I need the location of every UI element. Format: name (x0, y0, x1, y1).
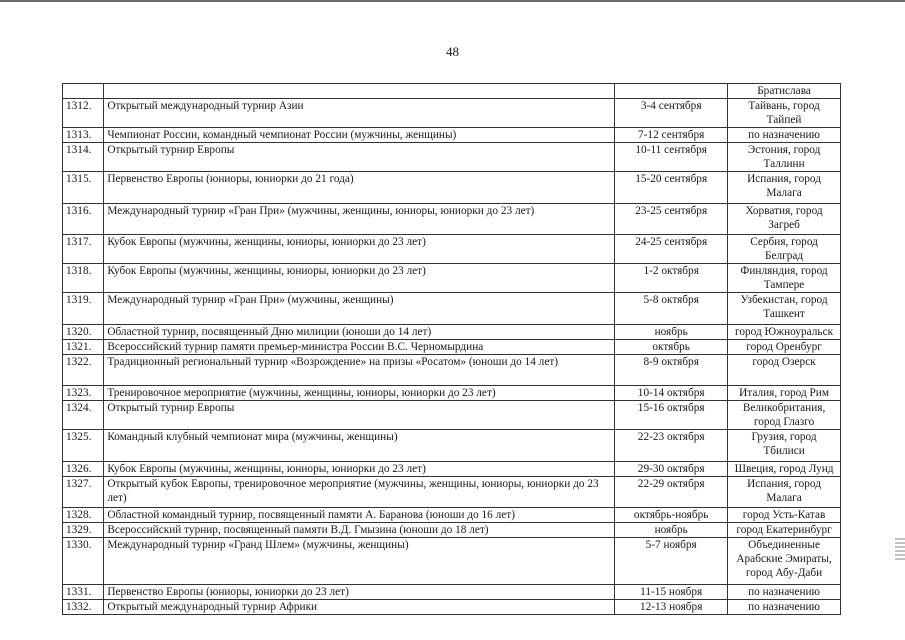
competition-schedule-table (62, 83, 841, 615)
event-place: Великобритания, город Глазго (728, 401, 841, 430)
event-place: город Екатеринбург (728, 523, 841, 538)
row-number: 1329. (63, 523, 104, 538)
row-number: 1312. (63, 99, 104, 128)
event-date: 5-8 октября (615, 293, 728, 325)
event-date: 15-20 сентября (615, 172, 728, 204)
event-place: город Усть-Катав (728, 508, 841, 523)
event-place: Объединенные Арабские Эмираты, город Абу-Даби (728, 538, 841, 585)
row-number: 1328. (63, 508, 104, 523)
table-row (63, 523, 841, 538)
event-place: Сербия, город Белград (728, 235, 841, 264)
row-number: 1313. (63, 128, 104, 143)
event-name: Традиционный региональный турнир «Возрождение» на призы «Росатом» (юноши до 14 лет) (104, 355, 615, 386)
event-date: 22-23 октября (615, 430, 728, 462)
event-date: 23-25 сентября (615, 204, 728, 235)
table-row (63, 600, 841, 615)
event-place: Братислава (728, 84, 841, 99)
row-number: 1320. (63, 325, 104, 340)
row-number (63, 84, 104, 99)
scan-edge-mark (895, 538, 905, 560)
table-row (63, 462, 841, 477)
event-name (104, 84, 615, 99)
event-date: 10-11 сентября (615, 143, 728, 172)
event-name: Кубок Европы (мужчины, женщины, юниоры, юниорки до 23 лет) (104, 235, 615, 264)
event-place: Тайвань, город Тайпей (728, 99, 841, 128)
event-name: Международный турнир «Гран При» (мужчины, женщины, юниоры, юниорки до 23 лет) (104, 204, 615, 235)
row-number: 1331. (63, 585, 104, 600)
event-place: город Оренбург (728, 340, 841, 355)
row-number: 1319. (63, 293, 104, 325)
event-name: Чемпионат России, командный чемпионат России (мужчины, женщины) (104, 128, 615, 143)
event-name: Международный турнир «Гран При» (мужчины, женщины) (104, 293, 615, 325)
table-row (63, 401, 841, 430)
event-name: Открытый турнир Европы (104, 143, 615, 172)
table-row (63, 508, 841, 523)
event-date: 24-25 сентября (615, 235, 728, 264)
event-name: Тренировочное мероприятие (мужчины, женщины, юниоры, юниорки до 23 лет) (104, 386, 615, 401)
table-row (63, 204, 841, 235)
row-number: 1327. (63, 477, 104, 508)
row-number: 1321. (63, 340, 104, 355)
table-row (63, 386, 841, 401)
event-date: 1-2 октября (615, 264, 728, 293)
event-date: октябрь-ноябрь (615, 508, 728, 523)
row-number: 1325. (63, 430, 104, 462)
event-date: ноябрь (615, 325, 728, 340)
event-name: Открытый международный турнир Азии (104, 99, 615, 128)
event-date (615, 84, 728, 99)
page-number: 48 (446, 44, 459, 59)
event-date: 12-13 ноября (615, 600, 728, 615)
row-number: 1323. (63, 386, 104, 401)
row-number: 1318. (63, 264, 104, 293)
event-name: Открытый кубок Европы, тренировочное мероприятие (мужчины, женщины, юниоры, юниорки до 23 лет) (104, 477, 615, 508)
event-name: Международный турнир «Гранд Шлем» (мужчины, женщины) (104, 538, 615, 585)
event-date: 15-16 октября (615, 401, 728, 430)
row-number: 1316. (63, 204, 104, 235)
row-number: 1324. (63, 401, 104, 430)
event-name: Кубок Европы (мужчины, женщины, юниоры, юниорки до 23 лет) (104, 264, 615, 293)
event-place: Италия, город Рим (728, 386, 841, 401)
event-name: Областной турнир, посвященный Дню милиции (юноши до 14 лет) (104, 325, 615, 340)
table-row (63, 585, 841, 600)
event-name: Открытый международный турнир Африки (104, 600, 615, 615)
row-number: 1326. (63, 462, 104, 477)
event-place: по назначению (728, 128, 841, 143)
event-name: Кубок Европы (мужчины, женщины, юниоры, юниорки до 23 лет) (104, 462, 615, 477)
row-number: 1315. (63, 172, 104, 204)
table-row (63, 235, 841, 264)
table-row (63, 99, 841, 128)
event-place: Узбекистан, город Ташкент (728, 293, 841, 325)
event-name: Всероссийский турнир памяти премьер-министра России В.С. Черномырдина (104, 340, 615, 355)
event-place: Эстония, город Таллинн (728, 143, 841, 172)
table-row (63, 325, 841, 340)
table-row (63, 264, 841, 293)
row-number: 1332. (63, 600, 104, 615)
event-date: 7-12 сентября (615, 128, 728, 143)
event-place: Швеция, город Лунд (728, 462, 841, 477)
event-name: Первенство Европы (юниоры, юниорки до 23 лет) (104, 585, 615, 600)
table-row (63, 172, 841, 204)
event-name: Всероссийский турнир, посвященный памяти В.Д. Гмызина (юноши до 18 лет) (104, 523, 615, 538)
event-place: по назначению (728, 600, 841, 615)
table-row (63, 293, 841, 325)
row-number: 1330. (63, 538, 104, 585)
event-date: 8-9 октября (615, 355, 728, 386)
row-number: 1322. (63, 355, 104, 386)
event-place: Финляндия, город Тампере (728, 264, 841, 293)
event-date: 5-7 ноября (615, 538, 728, 585)
event-place: Испания, город Малага (728, 477, 841, 508)
table-row (63, 143, 841, 172)
event-name: Областной командный турнир, посвященный памяти А. Баранова (юноши до 16 лет) (104, 508, 615, 523)
event-date: 3-4 сентября (615, 99, 728, 128)
event-date: ноябрь (615, 523, 728, 538)
event-date: 22-29 октября (615, 477, 728, 508)
event-date: 11-15 ноября (615, 585, 728, 600)
table-row (63, 340, 841, 355)
table-row (63, 477, 841, 508)
table-row (63, 430, 841, 462)
event-place: Хорватия, город Загреб (728, 204, 841, 235)
row-number: 1317. (63, 235, 104, 264)
event-date: 29-30 октября (615, 462, 728, 477)
event-name: Первенство Европы (юниоры, юниорки до 21 года) (104, 172, 615, 204)
event-place: город Южноуральск (728, 325, 841, 340)
table-row (63, 128, 841, 143)
event-place: Испания, город Малага (728, 172, 841, 204)
page-top-border (0, 0, 905, 2)
event-date: 10-14 октября (615, 386, 728, 401)
event-name: Открытый турнир Европы (104, 401, 615, 430)
event-place: город Озерск (728, 355, 841, 386)
row-number: 1314. (63, 143, 104, 172)
event-name: Командный клубный чемпионат мира (мужчины, женщины) (104, 430, 615, 462)
table-row (63, 84, 841, 99)
table-row (63, 538, 841, 585)
event-date: октябрь (615, 340, 728, 355)
event-place: по назначению (728, 585, 841, 600)
event-place: Грузия, город Тбилиси (728, 430, 841, 462)
table-row (63, 355, 841, 386)
